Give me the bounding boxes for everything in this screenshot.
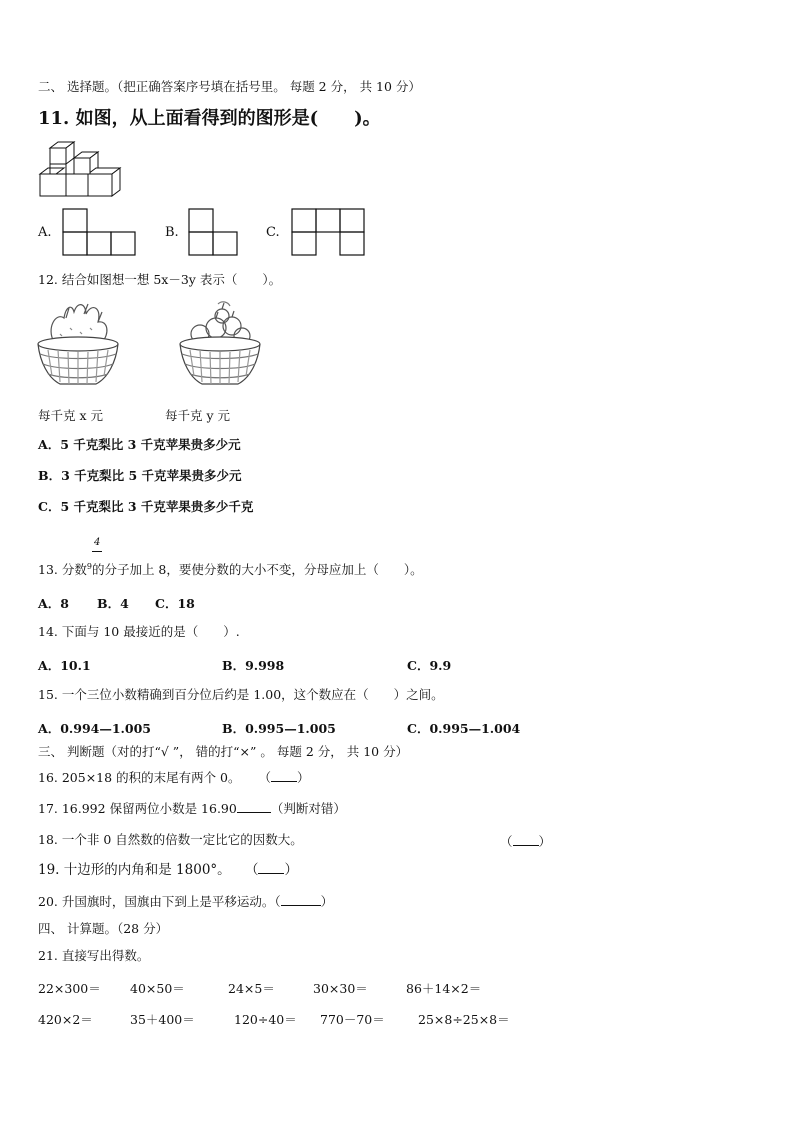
pear-price-caption: 每千克 x 元 xyxy=(38,408,103,423)
question-17 xyxy=(38,801,346,817)
q20-answer-blank[interactable]: （ ） xyxy=(274,894,334,909)
apple-basket-icon xyxy=(178,298,262,388)
fraction-bar xyxy=(92,551,102,552)
fraction-numerator: 4 xyxy=(94,537,101,548)
question-21-stem: 21. 直接写出得数。 xyxy=(38,948,150,963)
q16-answer-blank[interactable]: （ ） xyxy=(258,770,310,785)
q17-text: 17. 16.992 保留两位小数是 16.90 xyxy=(38,801,237,816)
q11-option-a-label: A. xyxy=(38,225,52,240)
calc-item: 25×8÷25×8＝ xyxy=(418,1012,510,1027)
question-19 xyxy=(38,862,298,878)
q12-option-a: A．5 千克梨比 3 千克苹果贵多少元 xyxy=(38,437,241,452)
q18-answer-blank[interactable]: （ ） xyxy=(500,834,552,849)
q11-option-c-label: C. xyxy=(266,225,280,240)
calc-item: 24×5＝ xyxy=(228,981,275,996)
q20-text: 20. 升国旗时，国旗由下到上是平移运动。 xyxy=(38,894,275,909)
fraction-denominator: 9 xyxy=(86,562,92,571)
q14-option-a: A．10.1 xyxy=(38,658,91,673)
calc-item: 35＋400＝ xyxy=(130,1012,195,1027)
section-4-header: 四、 计算题。（28 分） xyxy=(38,921,169,936)
q12-option-b: B．3 千克梨比 5 千克苹果贵多少元 xyxy=(38,468,242,483)
question-16 xyxy=(38,770,310,786)
q15-option-b: B．0.995—1.005 xyxy=(222,721,336,736)
q13-option-c: C．18 xyxy=(155,596,195,611)
q19-text: 19. 十边形的内角和是 1800°。 xyxy=(38,862,231,878)
question-12-stem: 12. 结合如图想一想 5x－3y 表示（ ）。 xyxy=(38,272,282,287)
calc-item: 420×2＝ xyxy=(38,1012,93,1027)
q13-stem-suffix: 的分子加上 8，要使分数的大小不变，分母应加上（ ）。 xyxy=(91,562,423,578)
apple-price-caption: 每千克 y 元 xyxy=(165,408,231,423)
q12-option-c: C．5 千克梨比 3 千克苹果贵多少千克 xyxy=(38,499,254,514)
calc-item: 40×50＝ xyxy=(130,981,185,996)
calc-item: 30×30＝ xyxy=(313,981,368,996)
q19-answer-blank[interactable]: （ ） xyxy=(244,862,298,878)
q11-option-b-figure xyxy=(188,208,240,256)
section-3-header: 三、 判断题（对的打“√ ”， 错的打“×” 。 每题 2 分， 共 10 分） xyxy=(38,744,409,759)
question-14-stem: 14. 下面与 10 最接近的是（ ）. xyxy=(38,624,240,639)
q17-suffix: （判断对错） xyxy=(270,801,346,816)
q11-option-b-label: B. xyxy=(165,225,179,240)
q14-option-c: C．9.9 xyxy=(407,658,452,673)
q17-answer-blank[interactable] xyxy=(237,812,271,813)
calc-item: 770－70＝ xyxy=(320,1012,385,1027)
calc-item: 120÷40＝ xyxy=(234,1012,297,1027)
q11-option-a-figure xyxy=(62,208,138,256)
calc-item: 86＋14×2＝ xyxy=(406,981,482,996)
q11-option-c-figure xyxy=(291,208,367,256)
q18-text: 18. 一个非 0 自然数的倍数一定比它的因数大。 xyxy=(38,832,303,847)
q14-option-b: B．9.998 xyxy=(222,658,285,673)
question-13-stem xyxy=(38,559,423,578)
question-18 xyxy=(38,832,303,848)
q16-text: 16. 205×18 的积的末尾有两个 0。 xyxy=(38,770,241,785)
q15-option-c: C．0.995—1.004 xyxy=(407,721,521,736)
question-15-stem: 15. 一个三位小数精确到百分位后约是 1.00，这个数应在（ ）之间。 xyxy=(38,687,444,702)
q13-stem-prefix: 13. 分数 xyxy=(38,562,87,578)
pear-basket-icon xyxy=(36,298,120,388)
question-11-stem: 11. 如图，从上面看得到的图形是( )。 xyxy=(38,108,381,129)
question-20 xyxy=(38,894,333,910)
calc-item: 22×300＝ xyxy=(38,981,101,996)
cube-stack-figure xyxy=(38,140,128,202)
q13-option-a: A．8 xyxy=(38,596,69,611)
q15-option-a: A．0.994—1.005 xyxy=(38,721,151,736)
q13-option-b: B．4 xyxy=(97,596,129,611)
section-2-header: 二、 选择题。（把正确答案序号填在括号里。 每题 2 分， 共 10 分） xyxy=(38,79,421,94)
